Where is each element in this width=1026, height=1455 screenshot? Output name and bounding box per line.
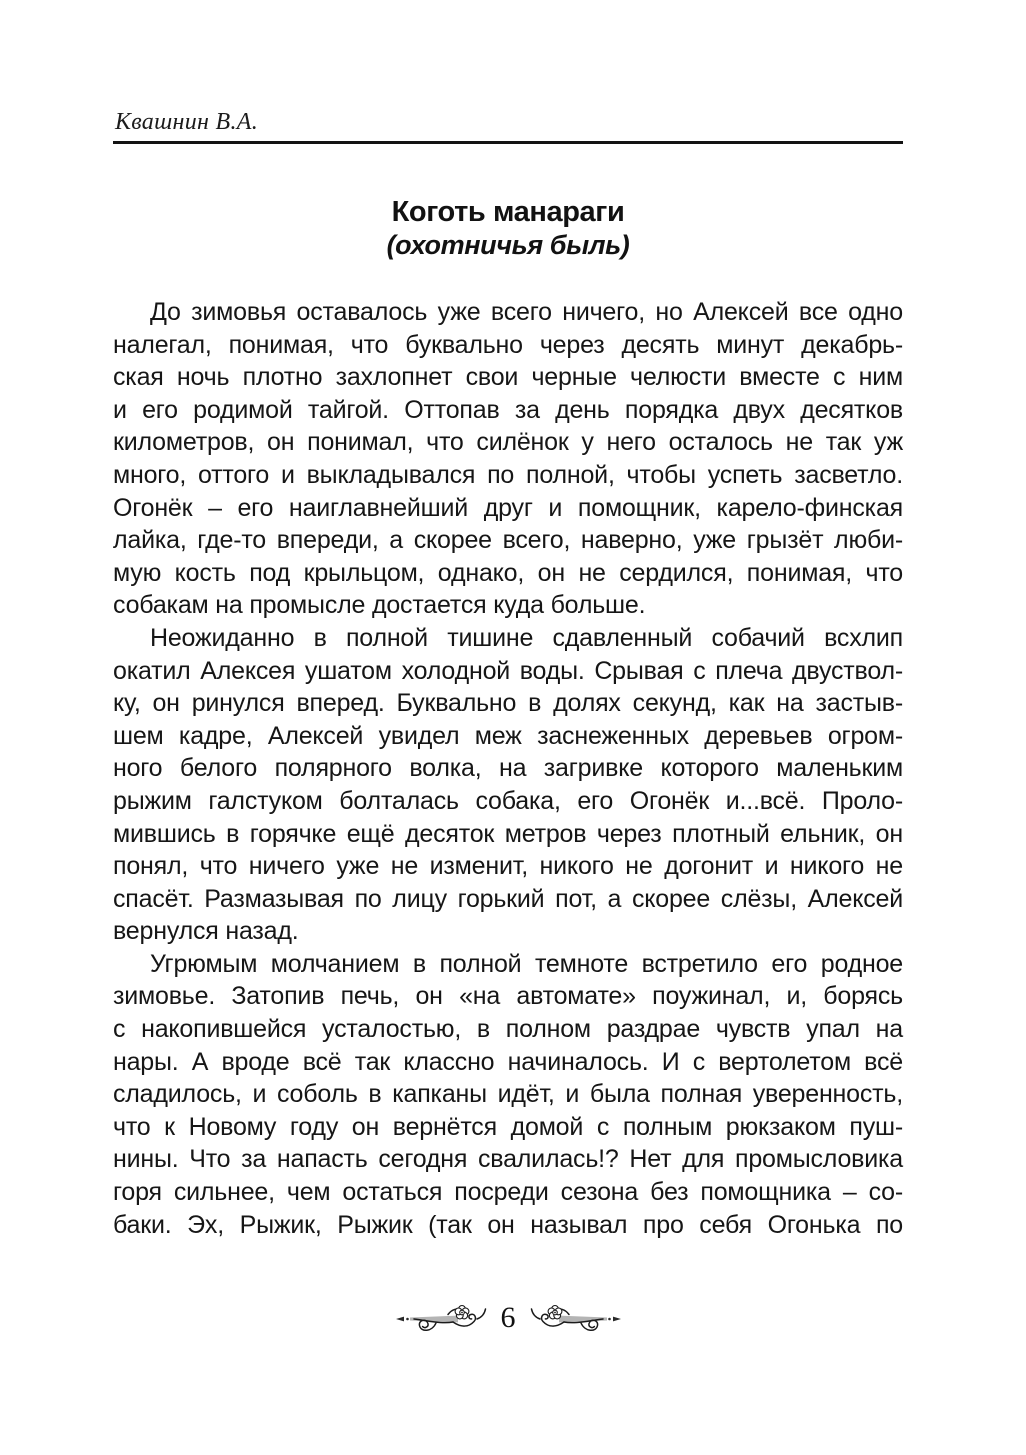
text-line: Огонёк – его наиглавнейший друг и помощник, карело-финская xyxy=(113,493,903,522)
text-line: окатил Алексея ушатом холодной воды. Срывая с плеча двуствол- xyxy=(113,656,903,685)
text-line: ская ночь плотно захлопнет свои черные челюсти вместе с ним xyxy=(113,363,903,392)
text-line: что к Новому году он вернётся домой с полным рюкзаком пуш- xyxy=(113,1112,903,1141)
story-subtitle: (охотничья быль) xyxy=(386,230,630,260)
text-line: собакам на промысле достается куда больше. xyxy=(113,591,646,620)
header-rule xyxy=(113,141,903,144)
title-block xyxy=(113,196,903,261)
page-footer xyxy=(113,1298,903,1342)
text-line: нины. Что за напасть сегодня свалилась!? Нет для промысловика xyxy=(113,1145,903,1174)
text-line: мившись в горячке ещё десяток метров через плотный ельник, он xyxy=(113,819,903,848)
text-line: лайка, где-то впереди, а скорее всего, наверно, уже грызёт люби- xyxy=(113,526,903,555)
text-line: мую кость под крыльцом, однако, он не сердился, понимая, что xyxy=(113,558,903,587)
text-line: До зимовья оставалось уже всего ничего, но Алексей все одно xyxy=(150,298,903,326)
text-line: рыжим галстуком болталась собака, его Огонёк и...всё. Проло- xyxy=(113,786,903,815)
text-line: горя сильнее, чем остаться посреди сезона без помощника – со- xyxy=(113,1178,903,1207)
text-line: вернулся назад. xyxy=(113,917,299,946)
rose-icon xyxy=(548,1306,562,1319)
text-line: налегал, понимая, что буквально через десять минут декабрь- xyxy=(113,330,903,359)
story-title: Коготь манараги xyxy=(391,196,625,228)
story-body xyxy=(113,296,903,1241)
text-line: и его родимой тайгой. Оттопав за день порядка двух десятков xyxy=(113,395,903,424)
footer-ornament-right-icon xyxy=(526,1298,621,1342)
text-line: ного белого полярного волка, на загривке которого маленьким xyxy=(113,754,903,783)
text-line: шем кадре, Алексей увидел меж заснеженных деревьев огром- xyxy=(113,721,903,750)
text-line: спасёт. Размазывая по лицу горький пот, а скорее слёзы, Алексей xyxy=(113,884,903,913)
author-header: Квашнин В.А. xyxy=(115,109,259,135)
text-line: Угрюмым молчанием в полной темноте встретило его родное xyxy=(150,949,903,978)
text-line: много, оттого и выкладывался по полной, чтобы успеть засветло. xyxy=(113,460,903,489)
text-line: Неожиданно в полной тишине сдавленный собачий всхлип xyxy=(150,623,903,652)
footer-ornament-left-icon xyxy=(396,1298,491,1342)
text-line: с накопившейся усталостью, в полном раздрае чувств упал на xyxy=(113,1015,903,1044)
text-line: сладилось, и соболь в капканы идёт, и была полная уверенность, xyxy=(113,1080,903,1109)
text-line: зимовье. Затопив печь, он «на автомате» поужинал, и, борясь xyxy=(113,982,903,1011)
text-line: километров, он понимал, что силёнок у него осталось не так уж xyxy=(113,428,903,457)
page-number: 6 xyxy=(500,1301,516,1334)
text-line: ку, он ринулся вперед. Буквально в долях секунд, как на застыв- xyxy=(113,689,903,718)
rose-icon xyxy=(455,1306,469,1319)
text-line: баки. Эх, Рыжик, Рыжик (так он называл про себя Огонька по xyxy=(113,1210,903,1239)
text-line: понял, что ничего уже не изменит, никого не догонит и никого не xyxy=(113,852,903,881)
text-line: нары. А вроде всё так классно начиналось. И с вертолетом всё xyxy=(113,1047,903,1076)
